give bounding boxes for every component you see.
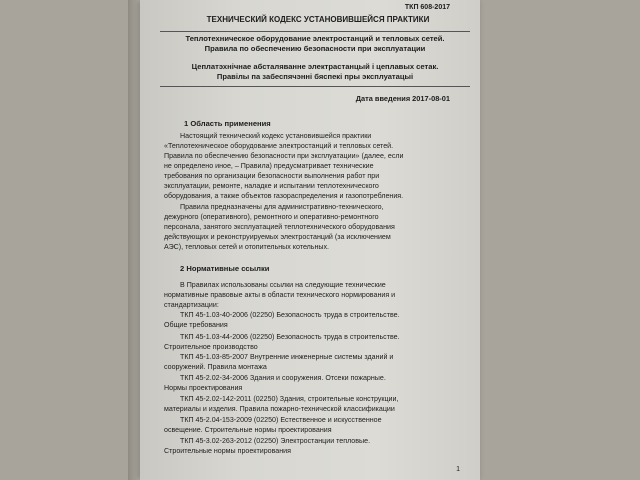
- ru-title-line-1: Теплотехническое оборудование электростанций и тепловых сетей.: [185, 34, 445, 43]
- body-line: нормативные правовые акты в области технического нормирования и: [164, 291, 396, 299]
- reference-item: Общие требования: [164, 321, 228, 329]
- body-line: стандартизации:: [164, 301, 219, 309]
- body-line: требования по организации безопасности выполнения работ при: [164, 172, 380, 180]
- body-line: АЭС), тепловых сетей и отопительных котельных.: [164, 243, 330, 251]
- reference-item: материалы и изделия. Правила пожарно-технической классификации: [164, 405, 395, 413]
- body-line: Правила предназначены для административно-технического,: [180, 203, 384, 211]
- body-line: эксплуатации, ремонте, наладке и испытании теплотехнического: [164, 182, 379, 190]
- book-spine-shadow: [128, 0, 140, 480]
- reference-item: сооружений. Правила монтажа: [164, 363, 267, 371]
- by-title-line-1: Цеплатэхнічнае абсталяванне электрастанцый і цеплавых сетак.: [191, 62, 439, 71]
- section-1-heading: 1 Область применения: [184, 119, 271, 128]
- reference-item: освещение. Строительные нормы проектирования: [164, 426, 332, 434]
- body-line: не определено иное, – Правила) предусматривает технические: [164, 162, 374, 170]
- body-line: Настоящий технический кодекс установившейся практики: [180, 132, 372, 140]
- body-line: «Теплотехническое оборудование электростанций и тепловых сетей.: [164, 142, 394, 150]
- section-2-heading: 2 Нормативные ссылки: [180, 264, 270, 273]
- reference-item: ТКП 45-1.03-44-2006 (02250) Безопасность труда в строительстве.: [180, 333, 400, 341]
- body-line: дежурного (оперативного), ремонтного и оперативно-ремонтного: [164, 213, 379, 221]
- reference-item: ТКП 45-2.02-142-2011 (02250) Здания, строительные конструкции,: [180, 395, 399, 403]
- document-title: ТЕХНИЧЕСКИЙ КОДЕКС УСТАНОВИВШЕЙСЯ ПРАКТИКИ: [206, 15, 430, 24]
- title-rule-bottom: [160, 86, 470, 87]
- body-line: оборудования, а также объектов газораспределения и газопотребления.: [164, 192, 404, 200]
- body-line: Правила по обеспечению безопасности при эксплуатации» (далее, если: [164, 152, 404, 160]
- ru-title-line-2: Правила по обеспечению безопасности при эксплуатации: [204, 44, 426, 53]
- body-line: В Правилах использованы ссылки на следующие технические: [180, 281, 386, 289]
- reference-item: ТКП 45-3.02-263-2012 (02250) Электростанции тепловые.: [180, 437, 371, 445]
- reference-item: ТКП 45-1.03-40-2006 (02250) Безопасность труда в строительстве.: [180, 311, 400, 319]
- title-rule-top: [160, 31, 470, 32]
- page-number: 1: [456, 466, 460, 473]
- document-code: ТКП 608-2017: [404, 4, 450, 11]
- by-title-line-2: Правілы па забеспячэнні бяспекі пры эксплуатацыі: [216, 72, 414, 81]
- body-line: действующих и реконструируемых электростанций (за исключением: [164, 233, 391, 241]
- reference-item: Строительные нормы проектирования: [164, 447, 291, 455]
- effective-date: Дата введения 2017-08-01: [355, 94, 450, 103]
- document-page: [140, 0, 480, 480]
- reference-item: ТКП 45-1.03-85-2007 Внутренние инженерные системы зданий и: [180, 353, 394, 361]
- reference-item: ТКП 45-2.02-34-2006 Здания и сооружения. Отсеки пожарные.: [180, 374, 386, 382]
- reference-item: ТКП 45-2.04-153-2009 (02250) Естественное и искусственное: [180, 416, 382, 424]
- reference-item: Строительное производство: [164, 343, 258, 351]
- body-line: персонала, занятого эксплуатацией теплотехнического оборудования: [164, 223, 395, 231]
- reference-item: Нормы проектирования: [164, 384, 243, 392]
